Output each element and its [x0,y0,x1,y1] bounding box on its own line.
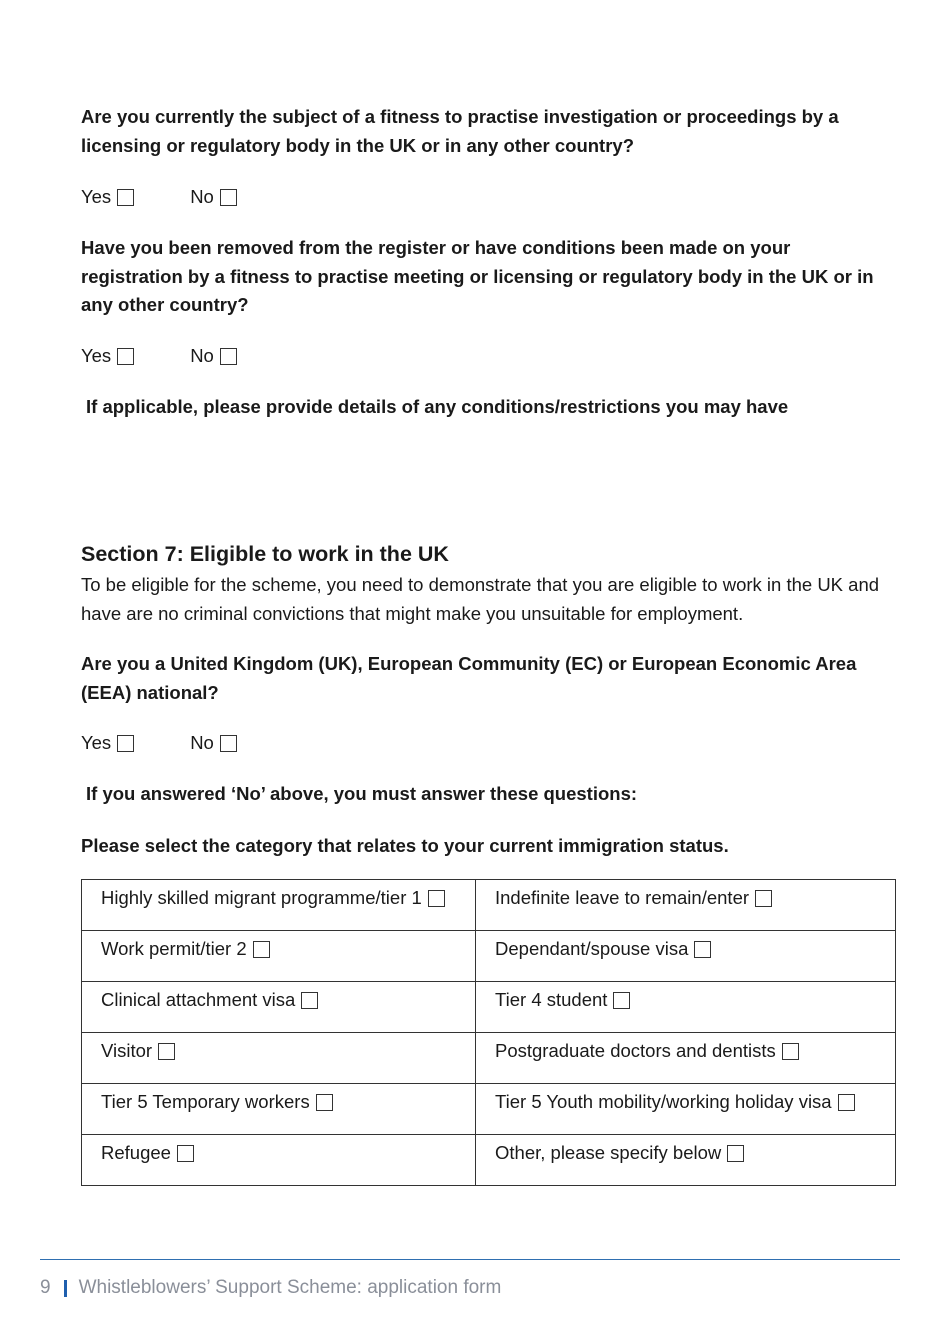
conditions-prompt: If applicable, please provide details of any conditions/restrictions you may have [86,396,789,417]
table-cell [82,982,476,1033]
category-label: Clinical attachment visa [101,989,296,1010]
category-checkbox[interactable] [694,941,711,958]
category-checkbox[interactable] [316,1094,333,1111]
no-option [190,731,237,755]
no-label: No [190,345,214,366]
yes-checkbox[interactable] [117,189,134,206]
category-checkbox[interactable] [613,992,630,1009]
table-cell [476,1084,896,1135]
footer-divider [40,1259,900,1260]
yes-label: Yes [81,186,112,207]
table-cell [476,931,896,982]
category-checkbox[interactable] [253,941,270,958]
immigration-status-table [81,879,896,1186]
category-label: Highly skilled migrant programme/tier 1 [101,887,422,908]
question-fitness-investigation: Are you currently the subject of a fitness to practise investigation or proceedings by a licensing or regulatory body in the UK or in any other country? [81,106,839,156]
yes-no-group-removed-from-register [81,344,237,368]
yes-checkbox[interactable] [117,348,134,365]
table-cell [82,1135,476,1186]
no-label: No [190,186,214,207]
yes-option [81,185,134,209]
category-checkbox[interactable] [755,890,772,907]
category-checkbox[interactable] [838,1094,855,1111]
table-row [82,931,896,982]
table-cell [82,1033,476,1084]
category-prompt: Please select the category that relates to your current immigration status. [81,835,729,856]
yes-no-group-national [81,731,237,755]
category-label: Dependant/spouse visa [495,938,689,959]
table-cell [82,931,476,982]
yes-checkbox[interactable] [117,735,134,752]
no-option [190,185,237,209]
table-cell [82,1084,476,1135]
yes-label: Yes [81,732,112,753]
section-7-intro: To be eligible for the scheme, you need to demonstrate that you are eligible to work in the UK and have are no criminal convictions that might make you unsuitable for employment. [81,574,880,624]
category-label: Refugee [101,1142,171,1163]
table-cell [476,880,896,931]
yes-option [81,344,134,368]
section-7-title: Section 7: Eligible to work in the UK [81,542,449,566]
yes-no-group-fitness-investigation [81,185,237,209]
question-removed-from-register: Have you been removed from the register or have conditions been made on your registration by a fitness to practise meeting or licensing or regulatory body in the UK or in any other country? [81,237,874,315]
category-checkbox[interactable] [301,992,318,1009]
table-cell [82,880,476,931]
category-label: Indefinite leave to remain/enter [495,887,750,908]
yes-option [81,731,134,755]
category-label: Tier 5 Temporary workers [101,1091,310,1112]
table-row [82,1135,896,1186]
category-label: Visitor [101,1040,153,1061]
question-national: Are you a United Kingdom (UK), European Community (EC) or European Economic Area (EEA) national? [81,653,857,703]
no-option [190,344,237,368]
no-label: No [190,732,214,753]
table-row [82,1084,896,1135]
table-cell [476,982,896,1033]
footer-separator-bar [64,1280,67,1297]
page-footer [40,1276,501,1300]
category-checkbox[interactable] [177,1145,194,1162]
table-row [82,1033,896,1084]
category-checkbox[interactable] [727,1145,744,1162]
category-checkbox[interactable] [782,1043,799,1060]
category-label: Tier 5 Youth mobility/working holiday visa [495,1091,832,1112]
if-no-instruction: If you answered ‘No’ above, you must answer these questions: [86,783,638,804]
table-row [82,880,896,931]
yes-label: Yes [81,345,112,366]
table-cell [476,1033,896,1084]
table-row [82,982,896,1033]
page-number: 9 [40,1277,51,1298]
no-checkbox[interactable] [220,735,237,752]
category-checkbox[interactable] [428,890,445,907]
category-label: Tier 4 student [495,989,608,1010]
category-label: Other, please specify below [495,1142,722,1163]
category-label: Postgraduate doctors and dentists [495,1040,776,1061]
document-title: Whistleblowers’ Support Scheme: application form [78,1277,502,1298]
category-checkbox[interactable] [158,1043,175,1060]
no-checkbox[interactable] [220,189,237,206]
category-label: Work permit/tier 2 [101,938,247,959]
table-cell [476,1135,896,1186]
no-checkbox[interactable] [220,348,237,365]
